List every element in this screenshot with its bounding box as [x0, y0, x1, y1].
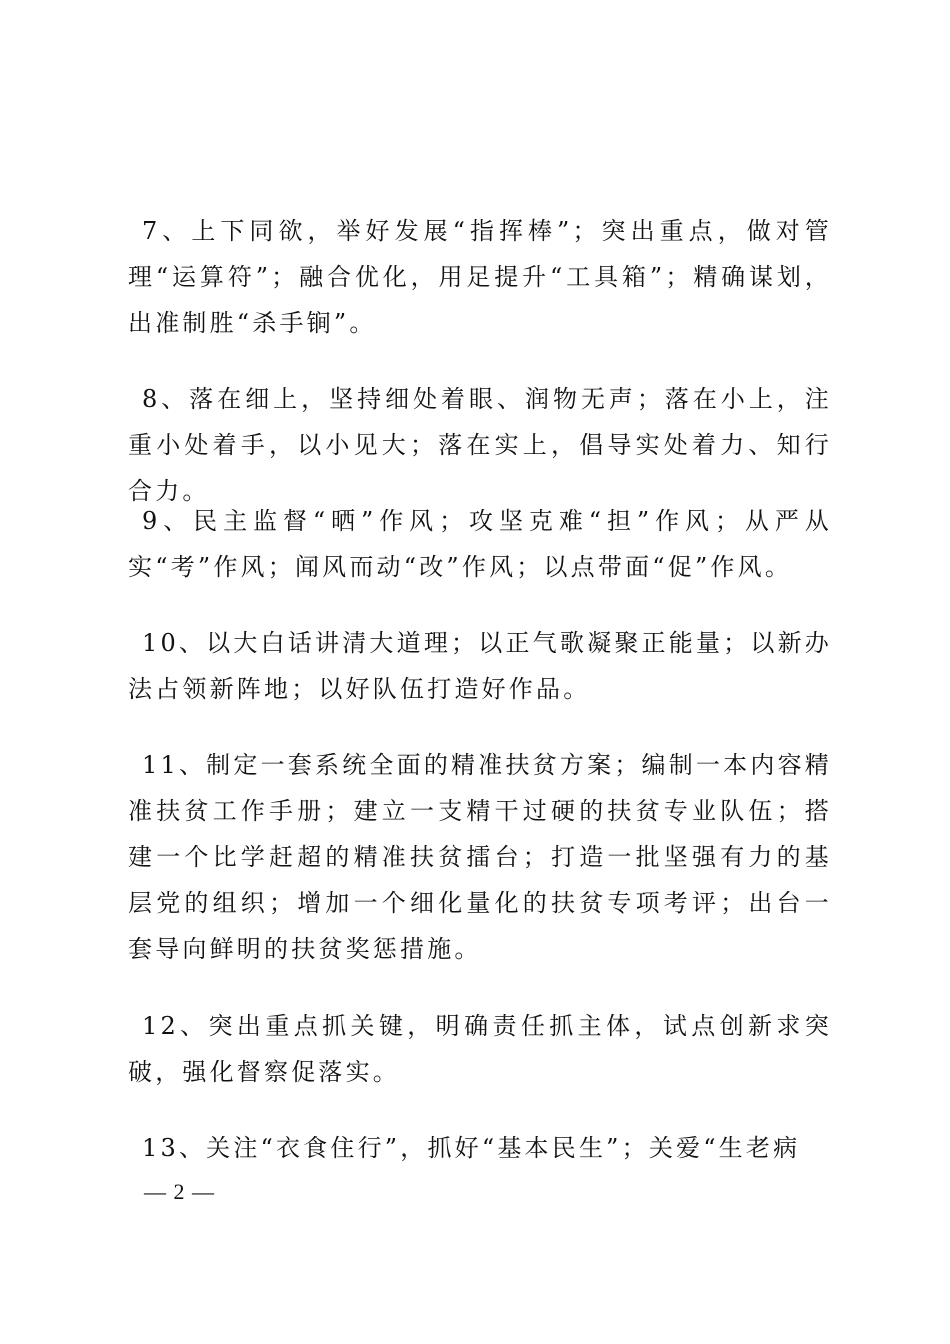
paragraph-9: 9、民主监督“晒”作风；攻坚克难“担”作风；从严从实“考”作风；闻风而动“改”作风；以点带面“促”作风。 [128, 507, 832, 581]
paragraph-8: 8、落在细上，坚持细处着眼、润物无声；落在小上，注重小处着手，以小见大；落在实上，倡导实处着力、知行合力。 [128, 385, 832, 505]
paragraph-11: 11、制定一套系统全面的精准扶贫方案；编制一本内容精准扶贫工作手册；建立一支精干过硬的扶贫专业队伍；搭建一个比学赶超的精准扶贫擂台；打造一批坚强有力的基层党的组织；增加一个细化量化的扶贫专项考评；出台一套导向鲜明的扶贫奖惩措施。 [128, 751, 832, 963]
paragraph-12: 12、突出重点抓关键，明确责任抓主体，试点创新求突破，强化督察促落实。 [128, 1012, 832, 1086]
paragraph-10: 10、以大白话讲清大道理；以正气歌凝聚正能量；以新办法占领新阵地；以好队伍打造好作品。 [128, 629, 832, 703]
paragraph-7: 7、上下同欲，举好发展“指挥棒”；突出重点，做对管理“运算符”；融合优化，用足提升“工具箱”；精确谋划，出准制胜“杀手锏”。 [128, 217, 832, 337]
page-number: — 2 — [144, 1179, 215, 1204]
paragraph-13: 13、关注“衣食住行”，抓好“基本民生”；关爱“生老病 [142, 1134, 801, 1162]
